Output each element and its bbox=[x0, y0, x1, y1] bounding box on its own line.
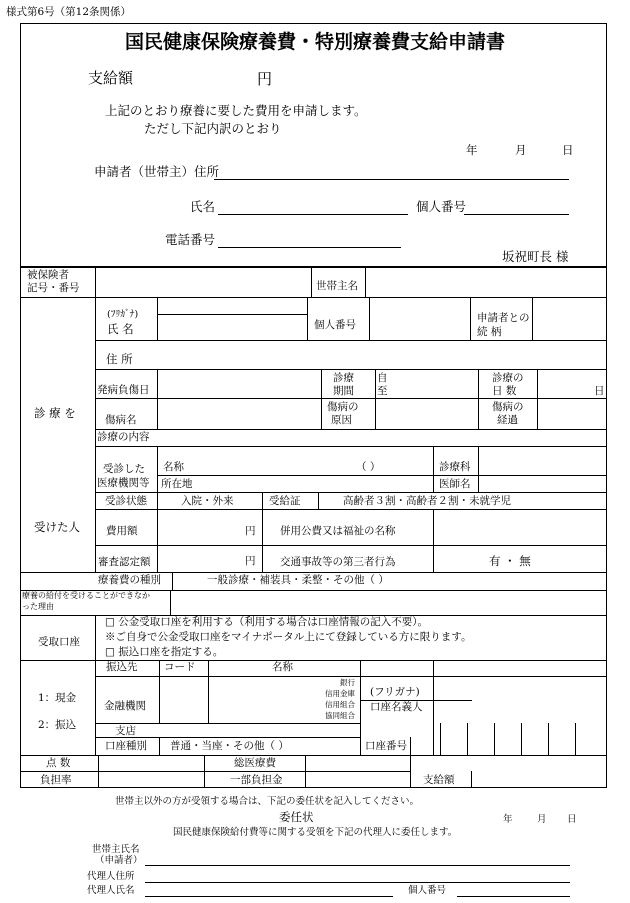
agent-address-field[interactable] bbox=[145, 882, 570, 883]
institution-label-2: 医療機関等 bbox=[97, 477, 150, 489]
reason-field[interactable] bbox=[171, 591, 606, 614]
applicant-name-field[interactable] bbox=[218, 214, 408, 215]
reason-label-1: 療養の給付を受けることができなか bbox=[22, 591, 150, 600]
bank-type-shinkin: 信用金庫 bbox=[325, 689, 355, 698]
household-head-label: 世帯主名 bbox=[316, 280, 358, 292]
delegation-day: 日 bbox=[567, 814, 577, 825]
cost-yen: 円 bbox=[245, 525, 256, 537]
agent-name-field[interactable] bbox=[145, 896, 393, 897]
period-label-2: 期間 bbox=[333, 385, 354, 397]
agent-personal-no-field[interactable] bbox=[457, 896, 570, 897]
certificate-label: 受給証 bbox=[269, 495, 301, 507]
days-unit: 日 bbox=[594, 385, 605, 397]
days-label-1: 診療の bbox=[492, 372, 524, 384]
receipt-option-public[interactable]: □ 公金受取口座を利用する（利用する場合は口座情報の記入不要）。 bbox=[105, 616, 429, 628]
financial-institution-label: 金融機関 bbox=[104, 700, 146, 712]
cause-label-2: 原因 bbox=[331, 414, 352, 426]
bank-type-kyodo: 協同組合 bbox=[325, 711, 355, 720]
payment-amount-label: 支給額 bbox=[423, 774, 455, 786]
delegation-note: 世帯主以外の方が受領する場合は、下記の委任状を記入してください。 bbox=[115, 796, 420, 807]
institution-label-1: 受診した bbox=[103, 463, 145, 475]
partial-burden-label: 一部負担金 bbox=[230, 774, 283, 786]
account-type-label: 口座種別 bbox=[105, 740, 147, 752]
head-name-label-1: 世帯主氏名 bbox=[92, 844, 140, 855]
institution-paren: （ ） bbox=[356, 461, 381, 473]
person-address-label: 住 所 bbox=[106, 352, 133, 366]
person-name-label: 氏 名 bbox=[107, 322, 134, 336]
delegation-text: 国民健康保険給付費等に関する受領を下記の代理人に委任します。 bbox=[173, 827, 458, 838]
form-number: 様式第6号（第12条関係） bbox=[6, 6, 132, 18]
addressee: 坂祝町長 様 bbox=[502, 249, 569, 264]
person-personal-no-label: 個人番号 bbox=[314, 319, 356, 331]
receipt-account-label: 受取口座 bbox=[38, 636, 80, 648]
account-type-value[interactable]: 普通・当座・その他（ ） bbox=[170, 740, 289, 752]
relation-label-2: 続 柄 bbox=[477, 326, 502, 338]
points-label: 点 数 bbox=[46, 757, 71, 769]
applicant-personal-no-field[interactable] bbox=[464, 214, 569, 215]
review-yen: 円 bbox=[245, 555, 256, 567]
amount-label: 支給額 bbox=[88, 69, 134, 87]
public-expense-label: 併用公費又は福祉の名称 bbox=[280, 525, 396, 537]
content-label: 診療の内容 bbox=[97, 431, 150, 443]
agent-name-label: 代理人氏名 bbox=[87, 885, 135, 896]
branch-label: 支店 bbox=[115, 725, 136, 737]
insured-label-2: 記号・番号 bbox=[27, 282, 80, 294]
applicant-phone-label: 電話番号 bbox=[165, 232, 216, 247]
period-from-label: 自 bbox=[377, 372, 388, 384]
applicant-phone-field[interactable] bbox=[218, 247, 401, 248]
date-day: 日 bbox=[562, 143, 574, 157]
treated-label-bottom: 受けた人 bbox=[34, 520, 80, 534]
doctor-label: 医師名 bbox=[439, 478, 471, 490]
applicant-address-label: 申請者（世帯主）住所 bbox=[94, 164, 220, 179]
institution-name-label: 名称 bbox=[163, 461, 184, 473]
cause-label-1: 傷病の bbox=[327, 401, 359, 413]
onset-date-label: 発病負傷日 bbox=[97, 384, 150, 396]
delegation-year: 年 bbox=[503, 814, 513, 825]
department-label: 診療科 bbox=[439, 461, 471, 473]
total-cost-label: 総医療費 bbox=[234, 757, 276, 769]
holder-label: 口座名義人 bbox=[370, 701, 423, 713]
certificate-value: 高齢者３割・高齢者２割・未就学児 bbox=[343, 495, 511, 507]
days-label-2: 日 数 bbox=[492, 385, 517, 397]
receipt-option-transfer[interactable]: □ 振込口座を指定する。 bbox=[105, 646, 224, 658]
method-cash[interactable]: 1：現金 bbox=[38, 692, 77, 704]
third-party-yes-no[interactable]: 有 ・ 無 bbox=[489, 554, 531, 568]
treatment-type-label: 療養費の種別 bbox=[98, 574, 161, 586]
head-name-label-2: （申請者） bbox=[95, 855, 143, 866]
household-head-field[interactable] bbox=[366, 268, 606, 296]
applicant-personal-no-label: 個人番号 bbox=[416, 199, 467, 214]
head-name-field[interactable] bbox=[145, 865, 570, 866]
person-personal-no-field[interactable] bbox=[370, 298, 469, 339]
person-name-field[interactable] bbox=[158, 315, 306, 339]
applicant-name-label: 氏名 bbox=[190, 199, 216, 214]
code-label: コード bbox=[164, 661, 196, 673]
reason-label-2: った理由 bbox=[22, 602, 54, 611]
insured-number-field[interactable] bbox=[96, 268, 310, 296]
review-amount-label: 審査認定額 bbox=[98, 556, 151, 568]
account-number-label: 口座番号 bbox=[365, 740, 407, 752]
period-to-label: 至 bbox=[377, 385, 388, 397]
visit-status-value: 入院・外来 bbox=[181, 495, 234, 507]
treatment-type-value[interactable]: 一般診療・補装具・柔整・その他（ ） bbox=[207, 574, 389, 586]
burden-rate-label: 負担率 bbox=[40, 774, 72, 786]
third-party-label: 交通事故等の第三者行為 bbox=[280, 556, 396, 568]
location-label: 所在地 bbox=[161, 478, 193, 490]
transfer-dest-label: 振込先 bbox=[106, 661, 138, 673]
agent-address-label: 代理人住所 bbox=[87, 871, 135, 882]
date-month: 月 bbox=[515, 143, 527, 157]
cost-label: 費用額 bbox=[106, 525, 138, 537]
page-title: 国民健康保険療養費・特別療養費支給申請書 bbox=[124, 31, 505, 53]
person-address-field[interactable] bbox=[158, 341, 606, 368]
agent-personal-no-label: 個人番号 bbox=[408, 885, 447, 896]
relation-label-1: 申請者との bbox=[477, 312, 530, 324]
furigana-label: (ﾌﾘｶﾞﾅ) bbox=[107, 309, 139, 320]
applicant-address-field[interactable] bbox=[214, 179, 569, 180]
delegation-title: 委任状 bbox=[279, 810, 314, 824]
amount-unit: 円 bbox=[257, 70, 273, 88]
period-label-1: 診療 bbox=[333, 372, 354, 384]
bank-type-bank: 銀行 bbox=[340, 678, 355, 687]
statement-line2: ただし下記内訳のとおり bbox=[144, 121, 282, 136]
bank-type-shinkumi: 信用組合 bbox=[325, 700, 355, 709]
date-year: 年 bbox=[466, 143, 478, 157]
insured-label-1: 被保険者 bbox=[27, 269, 69, 281]
bank-name-label: 名称 bbox=[272, 661, 293, 673]
course-label-2: 経過 bbox=[497, 414, 518, 426]
holder-kana-label: (フリガナ) bbox=[370, 686, 420, 698]
receipt-note: ※ご自身で公金受取口座をマイナポータル上にて登録している方に限ります。 bbox=[105, 631, 472, 643]
treated-label-top: 診 療 を bbox=[34, 406, 76, 420]
course-label-1: 傷病の bbox=[492, 401, 524, 413]
delegation-month: 月 bbox=[537, 814, 547, 825]
disease-name-label: 傷病名 bbox=[105, 414, 137, 426]
statement-line1: 上記のとおり療養に要した費用を申請します。 bbox=[105, 103, 367, 118]
visit-status-label: 受診状態 bbox=[105, 495, 147, 507]
method-transfer[interactable]: 2：振込 bbox=[38, 719, 77, 731]
